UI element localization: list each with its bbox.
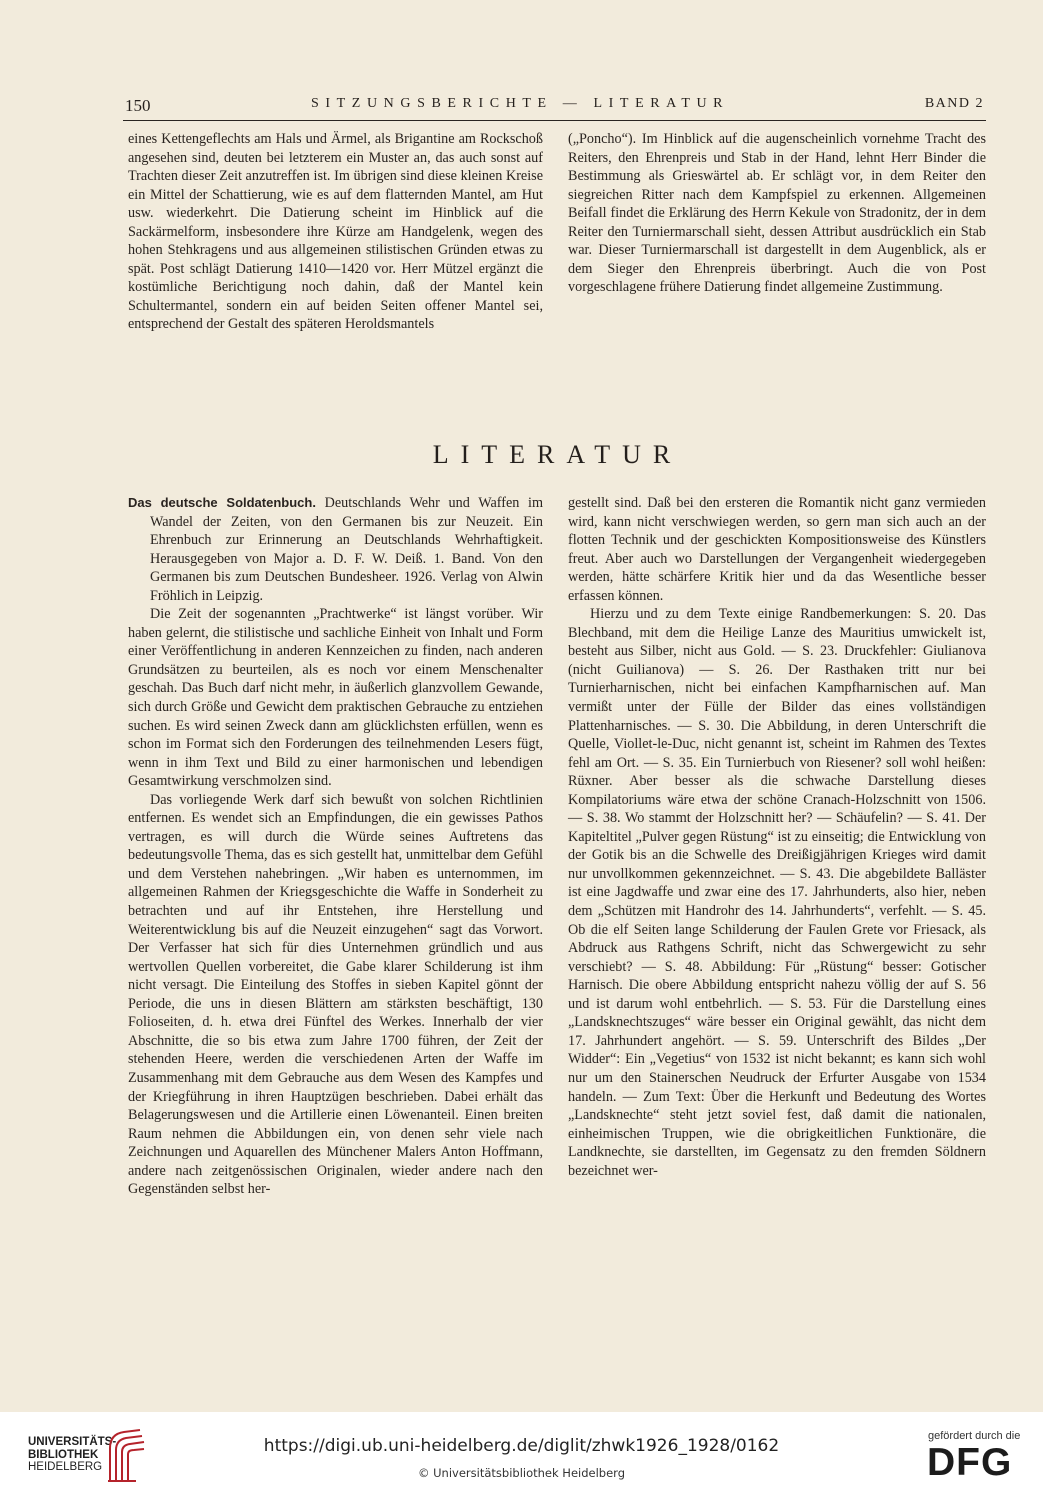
- paragraph: eines Kettengeflechts am Hals und Ärmel, als Brigantine am Rockschoß angesehen sind, deuten bei letzterem ein Muster an, das auch sonst auf Trachten dieser Zeit anzutreffen ist. Im übrigen sind diese kleinen Kreise ein Mittel der Schattierung, wie es auf dem flatternden Mantel, am Hut usw. wiederkehrt. Die Datierung scheint im Hinblick auf die Sackärmelform, insbesondere ihre Kürze am Handgelenk, wegen des hohen Stehkragens und aus allgemeinen stilistischen Gründen etwas zu spät. Post schlägt Datierung 1410—1420 vor. Herr Mützel ergänzt die kostümliche Berichtigung noch dahin, daß der Mantel kein Schultermantel, sondern ein auf beiden Seiten offener Mantel sei, entsprechend der Gestalt des späteren Heroldsmantels: [128, 131, 543, 333]
- paragraph: Das vorliegende Werk darf sich bewußt von solchen Richtlinien entfernen. Es wendet sich an Empfindungen, die ein gewisses Pathos vertragen, es will durch die Würde seines Auftretens das bedeutungsvolle Thema, das es sich gestellt hat, unmittelbar dem Gefühl und dem Verstehen nahebringen. „Wir haben es unternommen, im allgemeinen Rahmen der Kriegsgeschichte die Waffe in Sonderheit zu betrachten und auf ihr Entstehen, ihre Herstellung und Weiterentwicklung bis auf die Neuzeit einzugehen“ sagt das Vorwort. Der Verfasser hat sich für dies Unternehmen gründlich und aus wertvollen Quellen vorbereitet, die Gabe klarer Schilderung ist ihm nicht versagt. Die Einteilung des Stoffes in sieben Kapitel gönnt der Periode, die uns in diesen Blättern am stärksten beschäftigt, 130 Folioseiten, d. h. etwa drei Fünftel des Werkes. Innerhalb der vier Abschnitte, die so bis etwa zum Jahre 1700 führen, der Zeit der stehenden Heere, werden die verschiedenen Arten der Waffe im Zusammenhang mit dem Gebrauche aus dem Wesen des Kampfes und der Kriegführung in ihren Hauptzügen beschrieben. Dabei erhält das Belagerungswesen und die Artillerie einen Löwenanteil. Einen breiten Raum nehmen die Abbildungen ein, von denen sehr viele nach Zeichnungen und Aquarellen des Münchener Malers Anton Hoffmann, andere nach zeitgenössischen Originalen, wieder andere nach den Gegenständen selbst her-: [128, 791, 543, 1198]
- review-heading: Das deutsche Soldatenbuch.: [128, 495, 316, 510]
- section-title: LITERATUR: [432, 440, 683, 469]
- paragraph: gestellt sind. Daß bei den ersteren die Romantik nicht ganz vermieden wird, kann nicht verschwiegen werden, so gern man sich auch an der flotten Technik und der geschickten Kompositionsweise des Künstlers freut. Aber auch wo Darstellungen der Vergangenheit wiedergegeben werden, hätte schärfere Kritik hier und da das Wesentliche besser erfassen können.: [568, 495, 986, 604]
- paragraph: („Poncho“). Im Hinblick auf die augenscheinlich vornehme Tracht des Reiters, den Ehrenpreis und Stab in der Hand, lehnt Herr Binder die Bestimmung als Grieswärtel ab. Er schlägt vor, in dem Reiter den siegreichen Ritter nach dem Kampfspiel zu erkennen. Allgemeinen Beifall findet die Erklärung des Herrn Kekule von Stradonitz, der in dem Reiter den Turniermarschall sieht, dessen Attribut ausdrücklich ein Stab war. Dieser Turniermarschall ist dargestellt in dem Augenblick, als er dem Sieger den Ehrenpreis überbringt. Auch die von Post vorgeschlagene frühere Datierung findet allgemeine Zustimmung.: [568, 131, 986, 296]
- upper-left-column: [128, 130, 543, 334]
- review-citation-text: Deutschlands Wehr und Waffen im Wandel der Zeiten, von den Germanen bis zur Neuzeit. Ein Ehrenbuch zur Erinnerung an Deutschlands Wehrhaftigkeit. Herausgegeben von Major a. D. F. W. Deiß. 1. Band. Von den Germanen bis zum Deutschen Bundesheer. 1926. Verlag von Alwin Fröhlich in Leipzig.: [150, 495, 543, 604]
- funding-note: gefördert durch die: [928, 1430, 1021, 1442]
- copyright-notice: © Universitätsbibliothek Heidelberg: [417, 1466, 625, 1480]
- library-name-line: BIBLIOTHEK: [28, 1448, 99, 1461]
- upper-right-column: [568, 130, 986, 297]
- running-title: SITZUNGSBERICHTE — LITERATUR: [311, 96, 730, 111]
- permalink-url[interactable]: https://digi.ub.uni-heidelberg.de/diglit/zhwk1926_1928/0162: [263, 1436, 780, 1456]
- running-head: [123, 92, 986, 121]
- dfg-logo[interactable]: DFG: [927, 1441, 1013, 1484]
- paragraph: Hierzu und zu dem Texte einige Randbemerkungen: S. 20. Das Blechband, mit dem die Heilige Lanze des Mauritius umwickelt ist, besteht aus Silber, nicht aus Gold. — S. 23. Druckfehler: Giulianova (nicht Guilianova) — S. 26. Der Rasthaken tritt nur bei Turnierharnischen, nicht bei einfachen Kampfharnischen auf. Man vermißt unter der Fülle der Bilder das eines vollständigen Plattenharnisches. — S. 30. Die Abbildung, in deren Unterschrift die Quelle, Viollet-le-Duc, nicht genannt ist, scheint im Rahmen des Textes fehl am Ort. — S. 35. Ein Turnierbuch von Riesener? soll wohl heißen: Rüxner. Aber besser als die schwache Darstellung dieses Kompilatoriums wäre etwa der schöne Cranach-Holzschnitt von 1506. — S. 38. Wo stammt der Holzschnitt her? — Schäufelin? — S. 41. Der Kapiteltitel „Pulver gegen Rüstung“ ist zu einseitig; die Entwicklung von der Gotik bis an die Schwelle des Dreißigjährigen Krieges wird damit nur unvollkommen gekennzeichnet. — S. 43. Die abgebildete Balläster ist eine Jagdwaffe und zwar eine des 17. Jahrhunderts, also hier, neben dem „Schützen mit Handrohr des 14. Jahrhunderts“, verfehlt. — S. 45. Ob die elf Seiten lange Schilderung der Faulen Grete vor Friesack, als Abdruck aus Rathgens Schrift, nicht das Schwergewicht zu sehr verschiebt? — S. 48. Abbildung: Für „Rüstung“ besser: Gotischer Harnisch. Die obere Abbildung entspricht nahezu völlig der auf S. 56 und ist darum wohl entbehrlich. — S. 53. Für die Darstellung eines „Landsknechtszuges“ wäre besser ein Original gewählt, das nicht dem 17. Jahrhundert angehört. — S. 59. Unterschrift des Bildes „Der Widder“: Ein „Vegetius“ von 1532 ist nicht bekannt; es kann sich wohl nur um den Stainerschen Neudruck der Erfurter Ausgabe von 1534 handeln. — Zum Text: Über die Herkunft und Bedeutung des Wortes „Landsknechte“ steht jetzt soviel fest, daß damit die nationalen, einheimischen Truppen, wie die obrigkeitlichen Funktionäre, die Landknechte, sie darstellten, im Gegensatz zu den fremden Söldnern bezeichnet wer-: [568, 606, 986, 1179]
- library-name-line: UNIVERSITÄTS-: [28, 1436, 117, 1448]
- review-citation: [128, 494, 543, 605]
- review-right-column: [568, 494, 986, 1180]
- library-name-line: HEIDELBERG: [28, 1461, 103, 1473]
- volume-label: BAND 2: [924, 96, 984, 111]
- paragraph: Die Zeit der sogenannten „Prachtwerke“ ist längst vorüber. Wir haben gelernt, die stilistische und sachliche Einheit von Inhalt und Form einer Veröffentlichung in anderen Kennzeichen zu finden, nach anderen Grundsätzen zu beurteilen, als es noch vor einem Menschenalter geschah. Das Buch darf nicht mehr, in äußerlich glanzvollem Gewande, sich durch Größe und Gewicht dem praktischen Gebrauche zu entziehen suchen. Es wird seinen Zweck dann am glücklichsten erfüllen, wenn es schon im Format sich den Forderungen des teilnehmenden Lesers fügt, wenn in ihm Text und Bild zu einer harmonischen und lebendigen Gesamtwirkung verschmolzen sind.: [128, 606, 543, 790]
- page-number: 150: [125, 96, 151, 115]
- review-left-column: [128, 494, 543, 1199]
